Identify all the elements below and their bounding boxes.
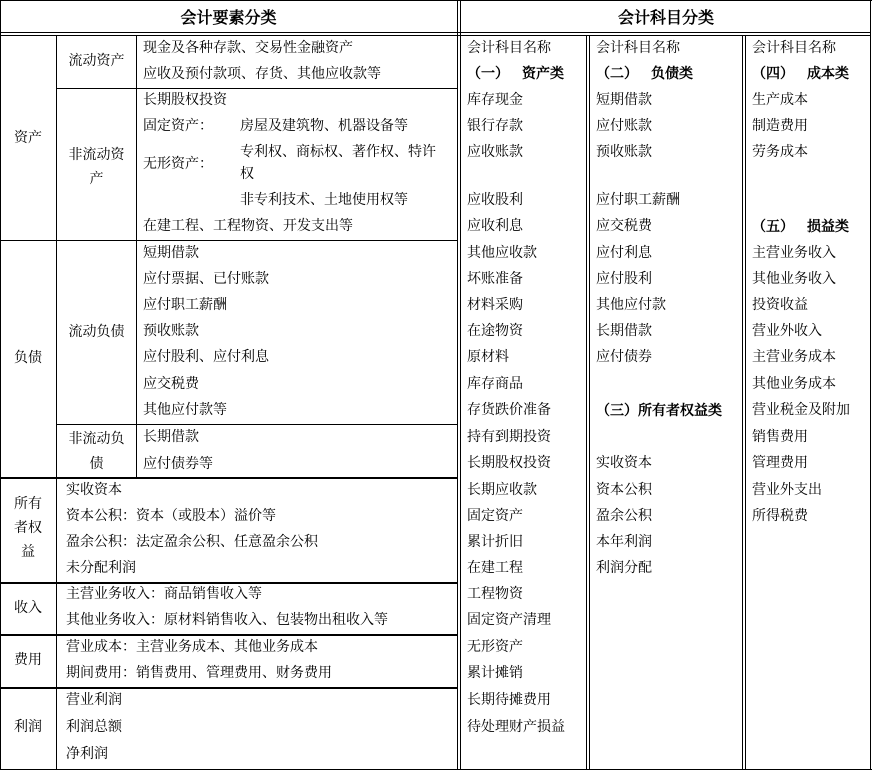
asset-account: 坏账准备 <box>467 271 523 287</box>
header-rule-1 <box>0 32 871 33</box>
equity-account: 本年利润 <box>596 534 652 550</box>
noncurrent-assets-label <box>57 143 136 191</box>
expense-line: 期间费用：销售费用、管理费用、财务费用 <box>66 665 332 681</box>
asset-account: 待处理财产损益 <box>467 719 565 735</box>
assets-liab-rule <box>0 240 457 241</box>
intangible-assets-line3: 非专利技术、土地使用权等 <box>240 192 408 208</box>
asset-account: 累计折旧 <box>467 534 523 550</box>
col2-category-num: （二） <box>596 66 638 82</box>
current-assets-line: 现金及各种存款、交易性金融资产 <box>143 40 353 56</box>
assets-sub-rule <box>56 88 457 89</box>
current-liabilities-line: 应付票据、已付账款 <box>143 271 269 287</box>
equity-label-line: 者权 <box>14 520 42 536</box>
equity-label <box>0 492 56 564</box>
border-top <box>0 0 872 1</box>
header-element-classification: 会计要素分类 <box>180 8 277 27</box>
pl-account: 营业税金及附加 <box>752 402 850 418</box>
asset-account: 其他应收款 <box>467 245 537 261</box>
revenue-line: 主营业务收入：商品销售收入等 <box>66 586 262 602</box>
current-liabilities-line: 应交税费 <box>143 376 199 392</box>
liability-account: 应付股利 <box>596 271 652 287</box>
revenue-line: 其他业务收入：原材料销售收入、包装物出租收入等 <box>66 612 388 628</box>
liability-account: 应付职工薪酬 <box>596 192 680 208</box>
asset-account: 固定资产清理 <box>467 612 551 628</box>
asset-account: 库存商品 <box>467 376 523 392</box>
equity-line: 盈余公积：法定盈余公积、任意盈余公积 <box>66 534 318 550</box>
liabilities-label: 负债 <box>14 350 42 366</box>
cost-account: 劳务成本 <box>752 144 808 160</box>
liability-account: 应交税费 <box>596 218 652 234</box>
main-divider-1 <box>457 0 458 770</box>
asset-account: 材料采购 <box>467 297 523 313</box>
cost-account: 生产成本 <box>752 92 808 108</box>
equity-line: 资本公积：资本（或股本）溢价等 <box>66 508 276 524</box>
intangible-assets-label: 无形资产： <box>143 156 213 172</box>
liab-equity-rule <box>0 477 457 479</box>
asset-account: 银行存款 <box>467 118 523 134</box>
pl-category-num: （五） <box>752 219 794 235</box>
liability-account: 应付利息 <box>596 245 652 261</box>
pl-account: 营业外收入 <box>752 323 822 339</box>
asset-account: 工程物资 <box>467 586 523 602</box>
liab-sub-rule <box>56 424 457 425</box>
noncurrent-assets-label-line1: 非流动资 <box>68 147 125 163</box>
equity-label-line: 益 <box>21 544 35 560</box>
col1-category-name: 资产类 <box>522 66 564 82</box>
current-assets-line: 应收及预付款项、存货、其他应收款等 <box>143 66 381 82</box>
asset-account: 库存现金 <box>467 92 523 108</box>
header-rule-2 <box>0 35 871 36</box>
equity-account: 资本公积 <box>596 482 652 498</box>
asset-account: 存货跌价准备 <box>467 402 551 418</box>
pl-account: 营业外支出 <box>752 482 822 498</box>
liability-account: 应付债券 <box>596 349 652 365</box>
asset-account: 应收账款 <box>467 144 523 160</box>
equity-investment-line: 长期股权投资 <box>143 92 227 108</box>
profit-line: 利润总额 <box>66 719 122 735</box>
pl-category-name: 损益类 <box>807 219 849 235</box>
equity-account: 实收资本 <box>596 455 652 471</box>
equity-label-line: 所有 <box>14 496 42 512</box>
expense-profit-rule <box>0 687 457 689</box>
lower-label-divider <box>56 478 57 770</box>
pl-account: 主营业务成本 <box>752 349 836 365</box>
asset-account: 无形资产 <box>467 639 523 655</box>
current-liabilities-line: 应付职工薪酬 <box>143 297 227 313</box>
asset-account: 应收利息 <box>467 218 523 234</box>
pl-account: 投资收益 <box>752 297 808 313</box>
equity-account: 盈余公积 <box>596 508 652 524</box>
asset-account: 长期应收款 <box>467 482 537 498</box>
pl-account: 其他业务收入 <box>752 271 836 287</box>
noncurrent-liabilities-line: 长期借款 <box>143 429 199 445</box>
equity-account: 利润分配 <box>596 560 652 576</box>
asset-account: 原材料 <box>467 349 509 365</box>
col3-category-num: （四） <box>752 66 794 82</box>
expenses-label: 费用 <box>14 652 42 668</box>
revenue-label: 收入 <box>14 600 42 616</box>
elem-col-divider <box>56 35 57 478</box>
revenue-expense-rule <box>0 634 457 636</box>
noncurrent-assets-label-line2: 产 <box>89 171 104 187</box>
asset-account: 长期股权投资 <box>467 455 551 471</box>
intangible-assets-line1: 专利权、商标权、著作权、特许 <box>240 144 436 160</box>
cost-account: 制造费用 <box>752 118 808 134</box>
fixed-assets-value: 房屋及建筑物、机器设备等 <box>240 118 408 134</box>
acct-divider-a1 <box>586 35 587 770</box>
pl-account: 销售费用 <box>752 429 808 445</box>
header-account-classification: 会计科目分类 <box>617 8 714 27</box>
col1-name-header: 会计科目名称 <box>467 40 551 56</box>
assets-label: 资产 <box>14 130 42 146</box>
pl-account: 管理费用 <box>752 455 808 471</box>
asset-account: 应收股利 <box>467 192 523 208</box>
asset-account: 在途物资 <box>467 323 523 339</box>
asset-account: 持有到期投资 <box>467 429 551 445</box>
acct-divider-b1 <box>742 35 743 770</box>
asset-account: 长期待摊费用 <box>467 692 551 708</box>
liability-account: 应付账款 <box>596 118 652 134</box>
liability-account: 其他应付款 <box>596 297 666 313</box>
acct-divider-b2 <box>745 35 746 770</box>
construction-line: 在建工程、工程物资、开发支出等 <box>143 218 353 234</box>
border-right <box>870 0 871 770</box>
liability-account: 长期借款 <box>596 323 652 339</box>
asset-account: 在建工程 <box>467 560 523 576</box>
current-liabilities-line: 应付股利、应付利息 <box>143 349 269 365</box>
col3-category-name: 成本类 <box>807 66 849 82</box>
asset-account: 累计摊销 <box>467 665 523 681</box>
noncurrent-liabilities-line: 应付债券等 <box>143 456 213 472</box>
current-liabilities-line: 其他应付款等 <box>143 402 227 418</box>
profit-label: 利润 <box>14 719 42 735</box>
equity-category: （三）所有者权益类 <box>596 403 722 419</box>
noncurrent-liabilities-label <box>57 427 136 477</box>
current-liabilities-label: 流动负债 <box>68 324 125 340</box>
equity-line: 实收资本 <box>66 482 122 498</box>
intangible-assets-line2: 权 <box>240 166 254 182</box>
profit-line: 营业利润 <box>66 692 122 708</box>
liability-account: 短期借款 <box>596 92 652 108</box>
col1-category-num: （一） <box>467 66 509 82</box>
asset-account: 固定资产 <box>467 508 523 524</box>
col2-category-name: 负债类 <box>651 66 693 82</box>
expense-line: 营业成本：主营业务成本、其他业务成本 <box>66 639 318 655</box>
fixed-assets-label: 固定资产： <box>143 118 213 134</box>
sub-col-divider <box>136 35 137 478</box>
current-liabilities-line: 短期借款 <box>143 245 199 261</box>
main-divider-2 <box>460 0 461 770</box>
equity-line: 未分配利润 <box>66 560 136 576</box>
current-assets-label: 流动资产 <box>68 53 125 69</box>
col3-name-header: 会计科目名称 <box>752 40 836 56</box>
noncurrent-liabilities-label-line2: 债 <box>89 456 104 472</box>
current-liabilities-line: 预收账款 <box>143 323 199 339</box>
liability-account: 预收账款 <box>596 144 652 160</box>
pl-account: 主营业务收入 <box>752 245 836 261</box>
pl-account: 其他业务成本 <box>752 376 836 392</box>
col2-name-header: 会计科目名称 <box>596 40 680 56</box>
profit-line: 净利润 <box>66 746 108 762</box>
acct-divider-a2 <box>589 35 590 770</box>
noncurrent-liabilities-label-line1: 非流动负 <box>68 431 125 447</box>
pl-account: 所得税费 <box>752 508 808 524</box>
